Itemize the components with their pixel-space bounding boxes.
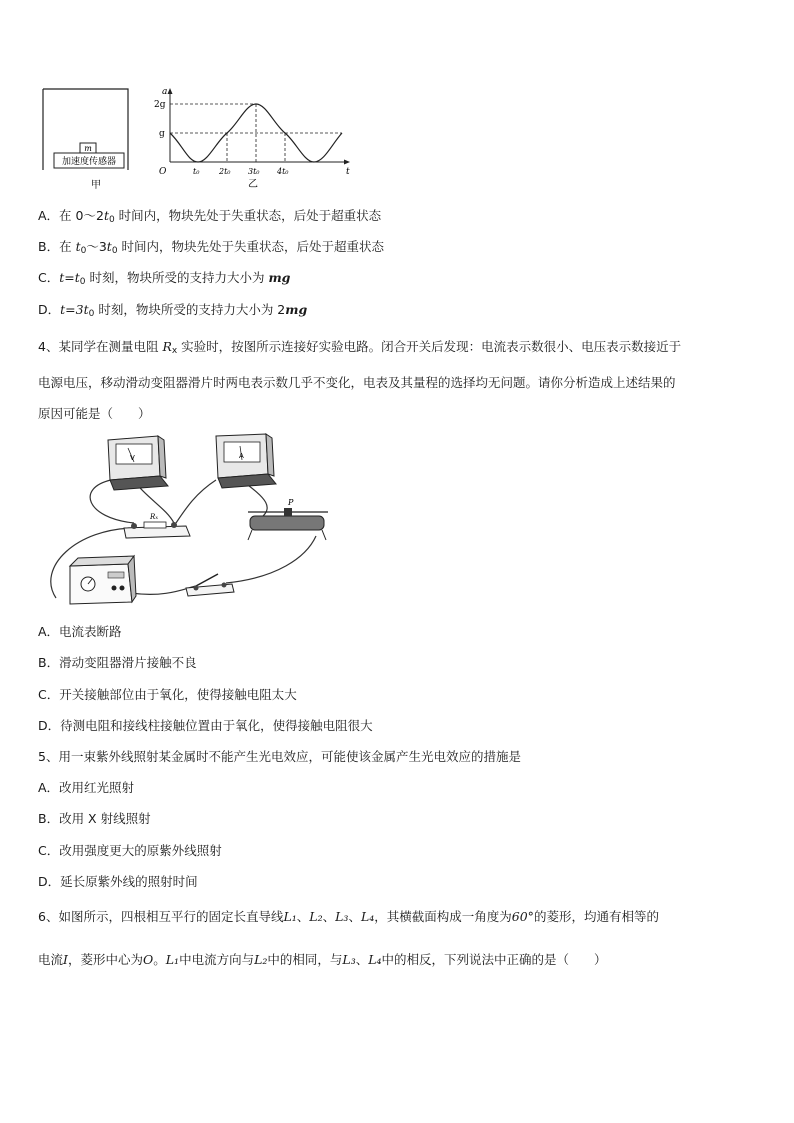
text: 中的相同，与 [267,952,343,967]
voltmeter [108,436,168,490]
subscript: 0 [79,277,86,287]
ammeter-label: A [239,452,244,460]
wire-l3: L₃ [335,909,349,924]
q3-option-c [38,270,290,290]
wire-l3: L₃ [342,952,356,967]
subscript: x [171,346,178,356]
text: B．在 [38,239,76,254]
value: mg [285,302,308,317]
angle: 60° [511,909,534,924]
text: 电流 [38,952,64,967]
axis-y-label: a [162,87,168,97]
center-symbol: O [142,952,154,967]
x-tick-4t0: 4t₀ [277,167,289,176]
text: 实验时，按图所示连接好实验电路。闭合开关后发现：电流表示数很小、电压表示数接近于 [177,339,682,354]
wire-l1: L₁ [165,952,180,967]
axis-x-label: t [346,167,350,177]
switch [186,574,234,596]
wire-l4: L₄ [368,952,382,967]
text: 4、某同学在测量电阻 [38,339,163,354]
q4-option-a: A．电流表断路 [38,624,122,639]
wire-l2: L₂ [309,909,323,924]
text: 。 [153,952,166,967]
text: 时刻，物块所受的支持力大小为 [85,270,269,285]
text: 时间内，物块先处于失重状态，后处于超重状态 [117,239,385,254]
subscript: 0 [108,215,115,225]
voltmeter-label: V [130,454,135,462]
q4-stem-line-1 [38,339,681,359]
ammeter [216,434,276,488]
text: ，菱形中心为 [67,952,143,967]
text: 6、如图所示，四根相互平行的固定长直导线 [38,909,284,924]
power-supply [70,556,136,604]
mass-label: m [84,144,92,153]
wire-l1: L₁ [283,909,297,924]
q6-stem-line-2 [38,952,607,968]
text: ，其横截面构成一角度为 [374,909,512,924]
caption-yi: 乙 [248,179,258,190]
figure-jia [38,86,138,191]
sensor-label: 加速度传感器 [61,157,117,167]
text: 中电流方向与 [179,952,255,967]
x-tick-t0: t₀ [193,167,200,176]
x-tick-3t0: 3t₀ [248,167,260,176]
text: 时间内，物块先处于失重状态，后处于超重状态 [114,208,382,223]
text: 的菱形，均通有相等的 [533,909,659,924]
symbol: R [162,339,172,354]
slider-label: P [288,498,294,507]
q3-option-d [38,302,307,322]
y-tick-2g: 2g [154,100,166,110]
q5-stem: 5、用一束紫外线照射某金属时不能产生光电效应，可能使该金属产生光电效应的措施是 [38,749,521,764]
q6-stem-line-1 [38,909,659,925]
caption-jia: 甲 [91,180,101,191]
wire-l2: L₂ [254,952,268,967]
symbol: t [103,208,109,223]
q4-stem-line-2: 电源电压，移动滑动变阻器滑片时两电表示数几乎不变化，电表及其量程的选择均无问题。请你分析造成上述结果的 [38,375,676,390]
q5-option-d: D．延长原紫外线的照射时间 [38,874,198,889]
symbol: t [75,239,81,254]
q4-stem-line-3: 原因可能是（ ） [38,406,151,421]
text: C． [38,270,60,285]
value: mg [268,270,291,285]
equation: t=t [59,270,80,285]
q4-option-c: C．开关接触部位由于氧化，使得接触电阻太大 [38,687,297,702]
subscript: 0 [88,309,95,319]
wire-l4: L₄ [360,909,375,924]
q5-option-c: C．改用强度更大的原紫外线照射 [38,843,222,858]
separator: 、 [296,909,310,924]
q4-option-b: B．滑动变阻器滑片接触不良 [38,655,197,670]
text: 、 [355,952,369,967]
rheostat [248,498,328,540]
symbol: t [106,239,112,254]
text: 中的相反，下列说法中正确的是（ ） [381,952,607,967]
x-tick-2t0: 2t₀ [219,167,231,176]
text: A．在 0～2 [38,208,104,223]
separator: 、 [322,909,336,924]
subscript: 0 [80,246,87,256]
q5-option-a: A．改用红光照射 [38,780,135,795]
origin-label: O [159,167,167,177]
q3-option-a [38,208,381,228]
text: 时刻，物块所受的支持力大小为 2 [94,302,286,317]
separator: 、 [348,909,361,924]
figure-yi-graph [152,84,362,194]
resistor-label: Rx [150,513,159,521]
q3-option-b [38,239,384,259]
q5-option-b: B．改用 X 射线照射 [38,811,151,826]
text: D． [38,302,61,317]
equation: t=3t [60,302,89,317]
circuit-figure [36,428,356,613]
q4-option-d: D．待测电阻和接线柱接触位置由于氧化，使得接触电阻很大 [38,718,373,733]
current-symbol: I [63,952,68,967]
y-tick-g: g [159,129,165,139]
text: ～3 [86,239,107,254]
subscript: 0 [111,246,118,256]
